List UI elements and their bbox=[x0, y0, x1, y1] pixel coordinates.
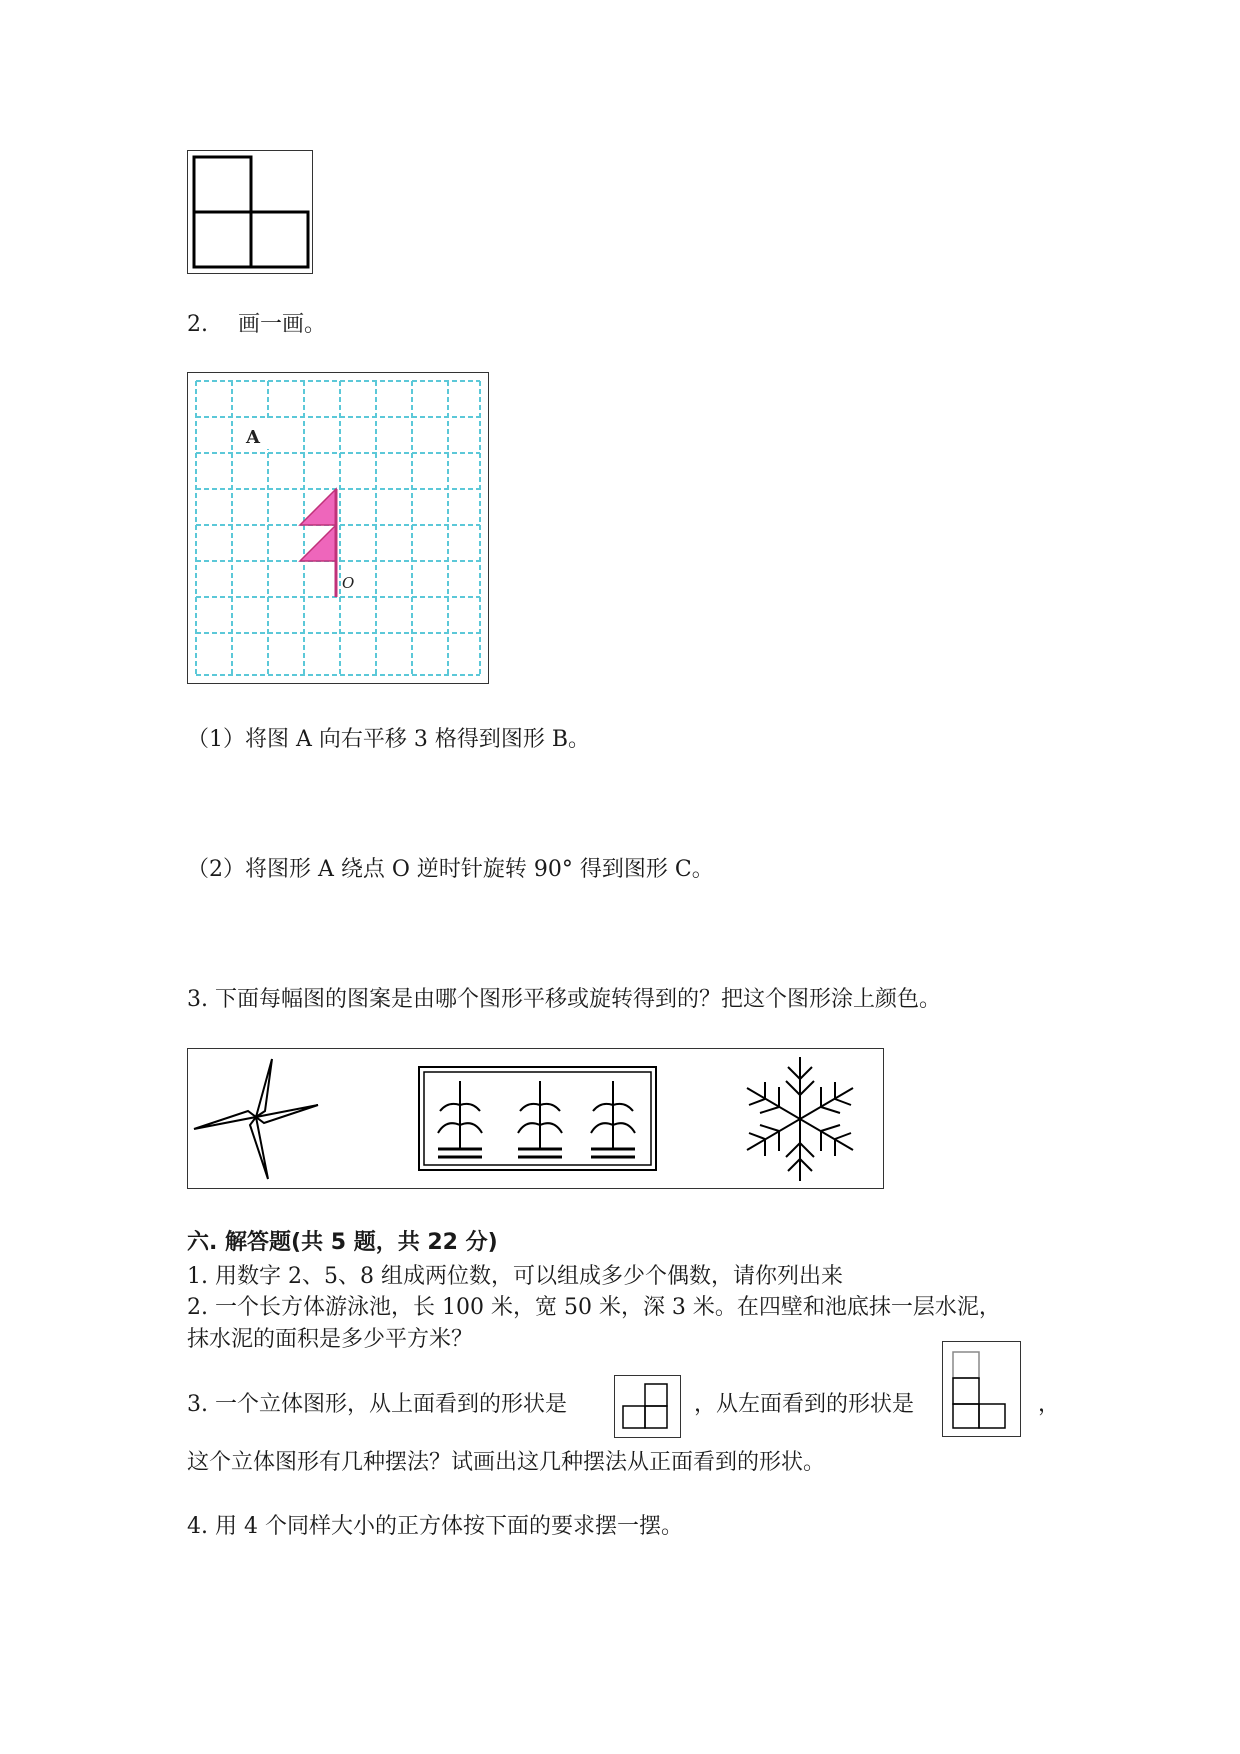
section6-heading: 六. 解答题(共 5 题，共 22 分) bbox=[187, 1230, 498, 1255]
s6-q3-part2: ，从左面看到的形状是 bbox=[694, 1392, 915, 1417]
s6-q1: 1. 用数字 2、5、8 组成两位数，可以组成多少个偶数，请你列出来 bbox=[187, 1264, 843, 1289]
s6-q4: 4. 用 4 个同样大小的正方体按下面的要求摆一摆。 bbox=[187, 1514, 683, 1539]
top-view-figure bbox=[614, 1375, 681, 1438]
patterns-figure bbox=[187, 1048, 884, 1189]
q2-part1: （1）将图 A 向右平移 3 格得到图形 B。 bbox=[187, 727, 591, 752]
snowflake-icon bbox=[747, 1057, 853, 1181]
flag-shape bbox=[300, 489, 336, 597]
pinwheel-icon bbox=[194, 1059, 318, 1179]
s6-q3-line2: 这个立体图形有几种摆法？试画出这几种摆法从正面看到的形状。 bbox=[187, 1450, 826, 1475]
s6-q3-part3: ， bbox=[1038, 1392, 1061, 1417]
s6-q3-part1: 3. 一个立体图形，从上面看到的形状是 bbox=[187, 1392, 567, 1417]
q2-number: 2. bbox=[187, 312, 208, 337]
s6-q2-line2: 抹水泥的面积是多少平方米？ bbox=[187, 1327, 474, 1352]
l-shape-figure bbox=[187, 150, 313, 274]
grid-label-o: O bbox=[342, 574, 355, 592]
q2-part2: （2）将图形 A 绕点 O 逆时针旋转 90° 得到图形 C。 bbox=[187, 857, 714, 882]
plant-pattern-icon bbox=[419, 1067, 656, 1170]
q3-text: 3. 下面每幅图的图案是由哪个图形平移或旋转得到的？把这个图形涂上颜色。 bbox=[187, 987, 941, 1012]
q2-title: 画一画。 bbox=[238, 312, 327, 337]
left-view-figure bbox=[942, 1341, 1021, 1437]
grid-label-a: A bbox=[246, 427, 260, 448]
s6-q2-line1: 2. 一个长方体游泳池，长 100 米，宽 50 米，深 3 米。在四壁和池底抹一层水泥， bbox=[187, 1295, 1001, 1320]
grid-figure bbox=[187, 372, 489, 684]
